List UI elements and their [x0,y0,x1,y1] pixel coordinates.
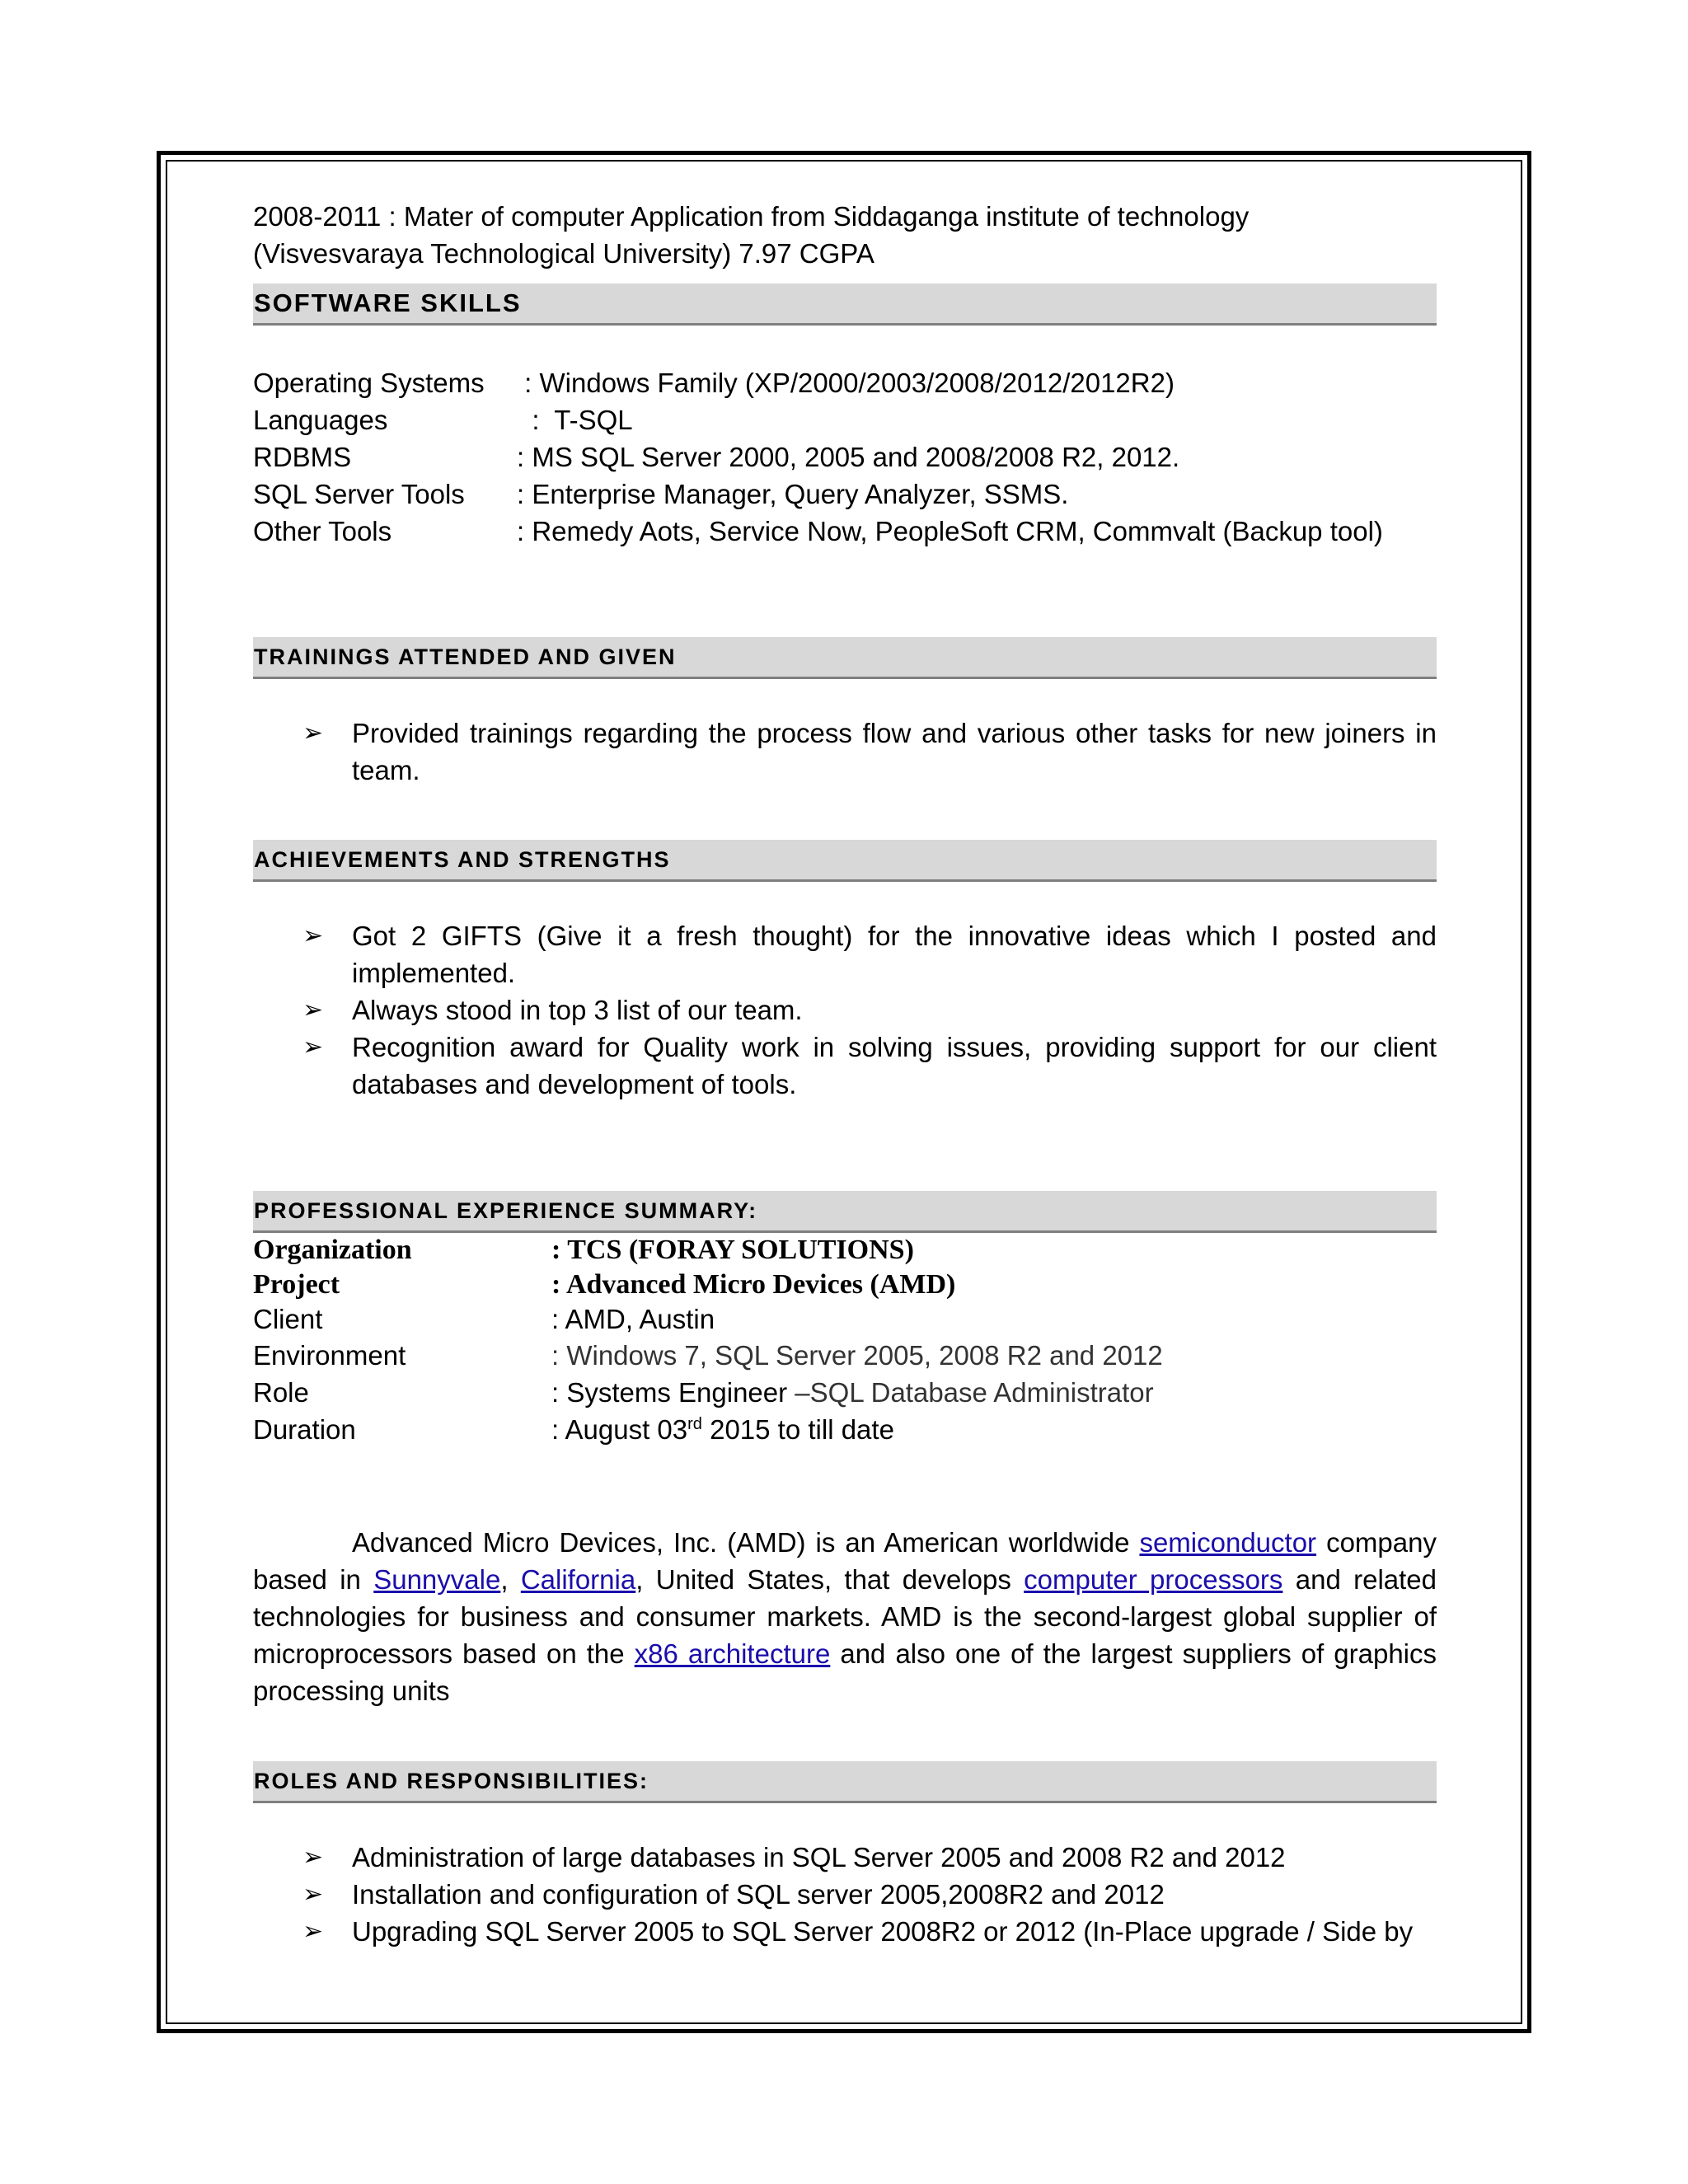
description-text: and related technologies for business and consumer markets. AMD is the second-largest global supplier of microprocessors based on the [253,1564,1437,1669]
education-line-2: (Visvesvaraya Technological University) 7.97 CGPA [253,238,874,269]
description-text: company based in [253,1527,1437,1595]
arrow-bullet-icon: ➢ [302,1917,324,1946]
skill-label: SQL Server Tools [253,479,465,509]
role-value-suffix: –SQL Database Administrator [795,1377,1154,1408]
resume-page [253,198,1437,1950]
arrow-bullet-icon: ➢ [302,719,324,748]
description-text: , [500,1564,521,1595]
duration-superscript: rd [687,1415,702,1433]
skill-label: RDBMS [253,442,352,472]
arrow-bullet-icon: ➢ [302,996,324,1024]
skill-value: : Remedy Aots, Service Now, PeopleSoft CRM, Commvalt (Backup tool) [517,516,1383,546]
skill-label: Languages [253,405,388,435]
experience-row-environment [253,1337,1437,1374]
skill-value: : Windows Family (XP/2000/2003/2008/2012/2012R2) [517,368,1175,398]
organization-label: Organization [253,1235,412,1265]
arrow-bullet-icon: ➢ [302,1880,324,1909]
list-item-text: Always stood in top 3 list of our team. [352,995,803,1025]
link-semiconductor[interactable]: semiconductor [1139,1527,1317,1558]
duration-prefix: : August 03 [551,1414,688,1445]
link-computer-processors[interactable]: computer processors [1024,1564,1283,1595]
experience-row-duration [253,1411,1437,1448]
skill-row [253,364,1437,401]
education-line-1: 2008-2011 : Mater of computer Application from Siddaganga institute of technology [253,201,1250,232]
link-sunnyvale[interactable]: Sunnyvale [373,1564,501,1595]
description-text: and also one of the largest suppliers of graphics processing units [253,1638,1437,1706]
arrow-bullet-icon: ➢ [302,921,324,950]
trainings-list [253,715,1437,789]
list-item-text: Got 2 GIFTS (Give it a fresh thought) for the innovative ideas which I posted and implemented. [352,921,1437,988]
list-item [302,1839,1437,1876]
list-item-text: Recognition award for Quality work in solving issues, providing support for our client databases and development of tools. [352,1032,1437,1099]
company-description [253,1524,1437,1709]
list-item-text: Administration of large databases in SQL Server 2005 and 2008 R2 and 2012 [352,1842,1286,1872]
list-item [302,1029,1437,1103]
duration-suffix: 2015 to till date [701,1414,894,1445]
client-value: : AMD, Austin [551,1304,715,1334]
link-california[interactable]: California [520,1564,636,1595]
client-label: Client [253,1304,323,1334]
description-text: Advanced Micro Devices, Inc. (AMD) is an American worldwide [352,1527,1140,1558]
software-skills-list [253,364,1437,550]
description-text: , United States, that develops [635,1564,1025,1595]
skill-row [253,476,1437,513]
arrow-bullet-icon: ➢ [302,1843,324,1872]
project-label: Project [253,1269,340,1300]
section-header-professional-experience: PROFESSIONAL EXPERIENCE SUMMARY: [253,1191,1437,1233]
roles-list [253,1839,1437,1950]
section-header-trainings: TRAININGS ATTENDED AND GIVEN [253,637,1437,679]
experience-row-project [253,1268,1437,1302]
role-value-prefix: : Systems Engineer [551,1377,795,1408]
role-value [551,1374,1437,1411]
list-item-text: Upgrading SQL Server 2005 to SQL Server 2008R2 or 2012 (In-Place upgrade / Side by [352,1916,1414,1947]
skill-label: Operating Systems [253,368,485,398]
organization-value: : TCS (FORAY SOLUTIONS) [551,1235,914,1265]
achievements-list [253,917,1437,1103]
list-item [302,1913,1437,1950]
skill-value: : Enterprise Manager, Query Analyzer, SSMS. [517,479,1069,509]
project-value: : Advanced Micro Devices (AMD) [551,1269,956,1300]
skill-row [253,513,1437,550]
duration-label: Duration [253,1414,356,1445]
experience-row-client [253,1302,1437,1337]
section-header-achievements: ACHIEVEMENTS AND STRENGTHS [253,840,1437,882]
experience-summary [253,1233,1437,1448]
duration-value [551,1411,1437,1448]
skill-label: Other Tools [253,516,392,546]
list-item [302,991,1437,1029]
experience-row-organization [253,1233,1437,1268]
list-item-text: Provided trainings regarding the process flow and various other tasks for new joiners in team. [352,718,1437,785]
section-header-roles-responsibilities: ROLES AND RESPONSIBILITIES: [253,1761,1437,1803]
list-item [302,715,1437,789]
skill-value: : MS SQL Server 2000, 2005 and 2008/2008 R2, 2012. [517,442,1180,472]
arrow-bullet-icon: ➢ [302,1033,324,1062]
list-item [302,1876,1437,1913]
list-item [302,917,1437,991]
link-x86-architecture[interactable]: x86 architecture [634,1638,831,1669]
role-label: Role [253,1377,309,1408]
skill-row [253,438,1437,476]
environment-label: Environment [253,1340,406,1371]
experience-row-role [253,1374,1437,1411]
list-item-text: Installation and configuration of SQL server 2005,2008R2 and 2012 [352,1879,1165,1910]
environment-value: : Windows 7, SQL Server 2005, 2008 R2 and 2012 [551,1340,1163,1371]
skill-row [253,401,1437,438]
skill-value: : T-SQL [517,405,633,435]
section-header-software-skills: SOFTWARE SKILLS [253,284,1437,326]
